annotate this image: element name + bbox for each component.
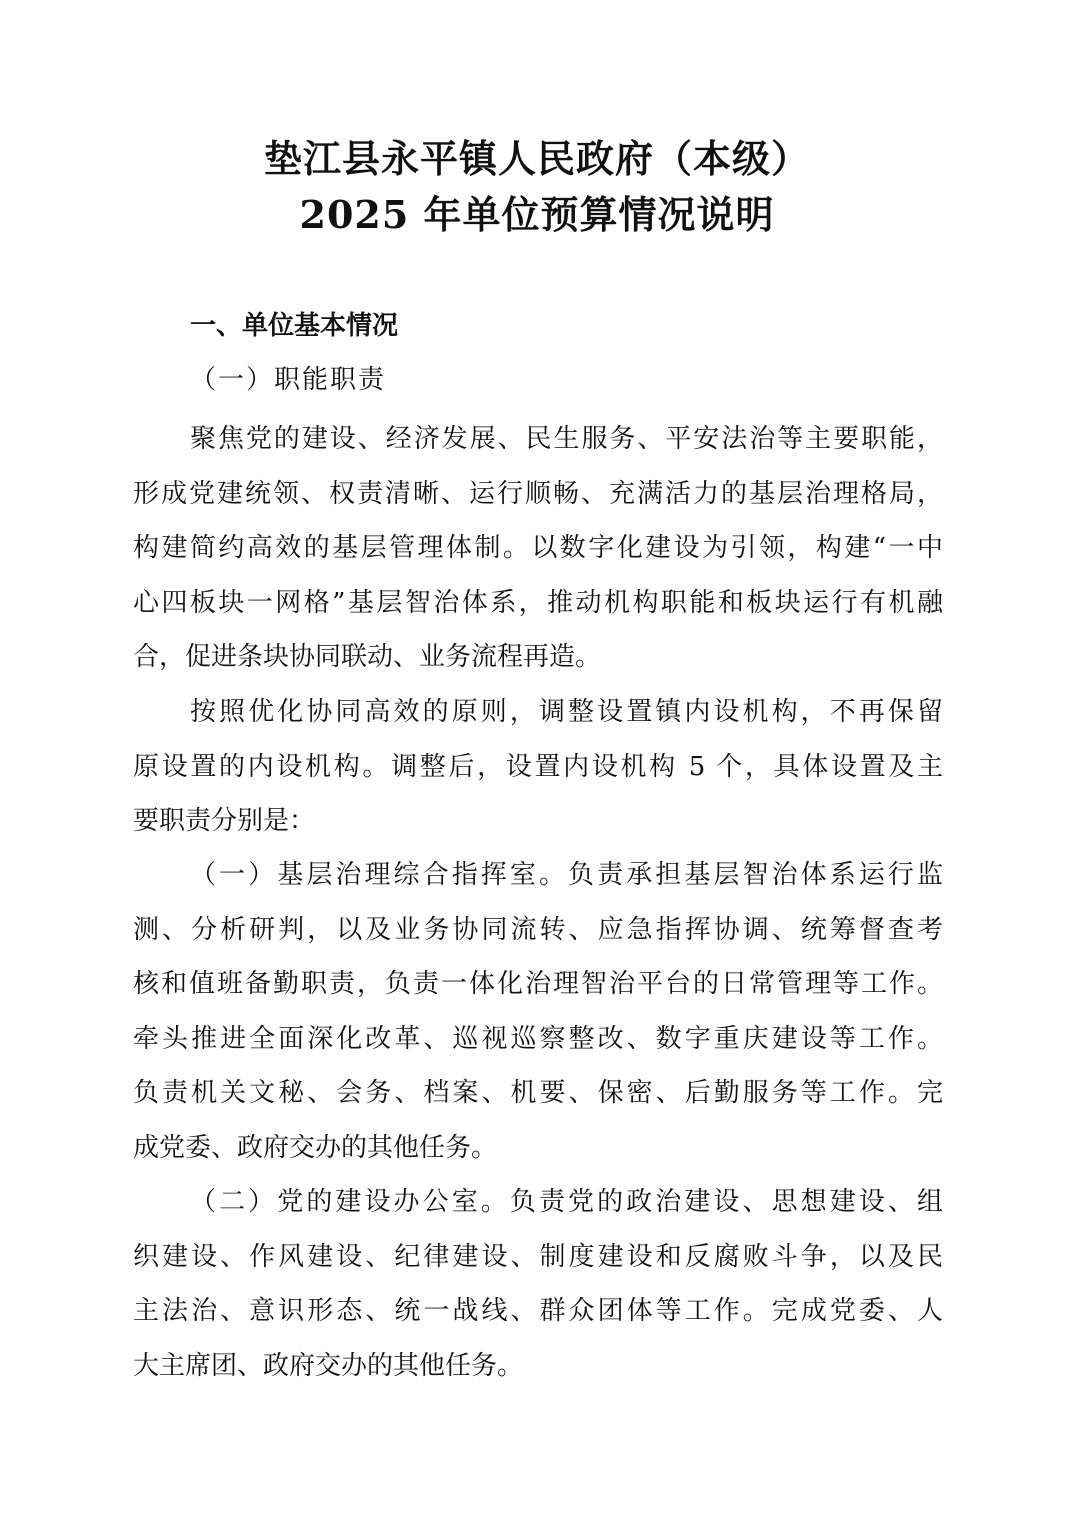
paragraph-line: 大主席团、政府交办的其他任务。 <box>133 1350 524 1381</box>
paragraph-command-office <box>133 848 943 1175</box>
sub-heading: （一）职能职责 <box>190 365 387 395</box>
paragraph-line: 心四板块一网格”基层智治体系，推动机构职能和板块运行有机融 <box>133 587 943 618</box>
document-title-line2: 2025 年单位预算情况说明 <box>299 192 775 237</box>
section-heading: 一、单位基本情况 <box>190 311 399 341</box>
paragraph-line: 测、分析研判，以及业务协同流转、应急指挥协调、统筹督查考 <box>133 914 943 945</box>
paragraph-line: 按照优化协同高效的原则，调整设置镇内设机构，不再保留 <box>190 697 943 727</box>
paragraph-line: 合，促进条块协同联动、业务流程再造。 <box>133 642 602 672</box>
paragraph-line: 构建简约高效的基层管理体制。以数字化建设为引领，构建“一中 <box>133 533 943 563</box>
paragraph-line: 要职责分别是： <box>133 806 316 836</box>
paragraph-functions <box>133 412 943 685</box>
paragraph-line: 织建设、作风建设、纪律建设、制度建设和反腐败斗争，以及民 <box>133 1241 943 1272</box>
paragraph-line: 牵头推进全面深化改革、巡视巡察整改、数字重庆建设等工作。 <box>133 1023 943 1054</box>
paragraph-line: 成党委、政府交办的其他任务。 <box>133 1132 498 1163</box>
paragraph-line: 原设置的内设机构。调整后，设置内设机构 5 个，具体设置及主 <box>133 751 943 782</box>
paragraph-line: （一）基层治理综合指挥室。负责承担基层智治体系运行监 <box>190 860 943 890</box>
paragraph-line: （二）党的建设办公室。负责党的政治建设、思想建设、组 <box>190 1187 943 1217</box>
paragraph-line: 主法治、意识形态、统一战线、群众团体等工作。完成党委、人 <box>133 1296 943 1326</box>
paragraph-restructure <box>133 685 943 849</box>
paragraph-line: 形成党建统领、权责清晰、运行顺畅、充满活力的基层治理格局， <box>133 478 943 509</box>
paragraph-line: 核和值班备勤职责，负责一体化治理智治平台的日常管理等工作。 <box>133 969 943 999</box>
paragraph-line: 负责机关文秘、会务、档案、机要、保密、后勤服务等工作。完 <box>133 1078 943 1108</box>
paragraph-line: 聚焦党的建设、经济发展、民生服务、平安法治等主要职能， <box>190 424 943 454</box>
document-title-line1: 垫江县永平镇人民政府（本级） <box>263 136 810 181</box>
paragraph-party-office <box>133 1175 943 1393</box>
